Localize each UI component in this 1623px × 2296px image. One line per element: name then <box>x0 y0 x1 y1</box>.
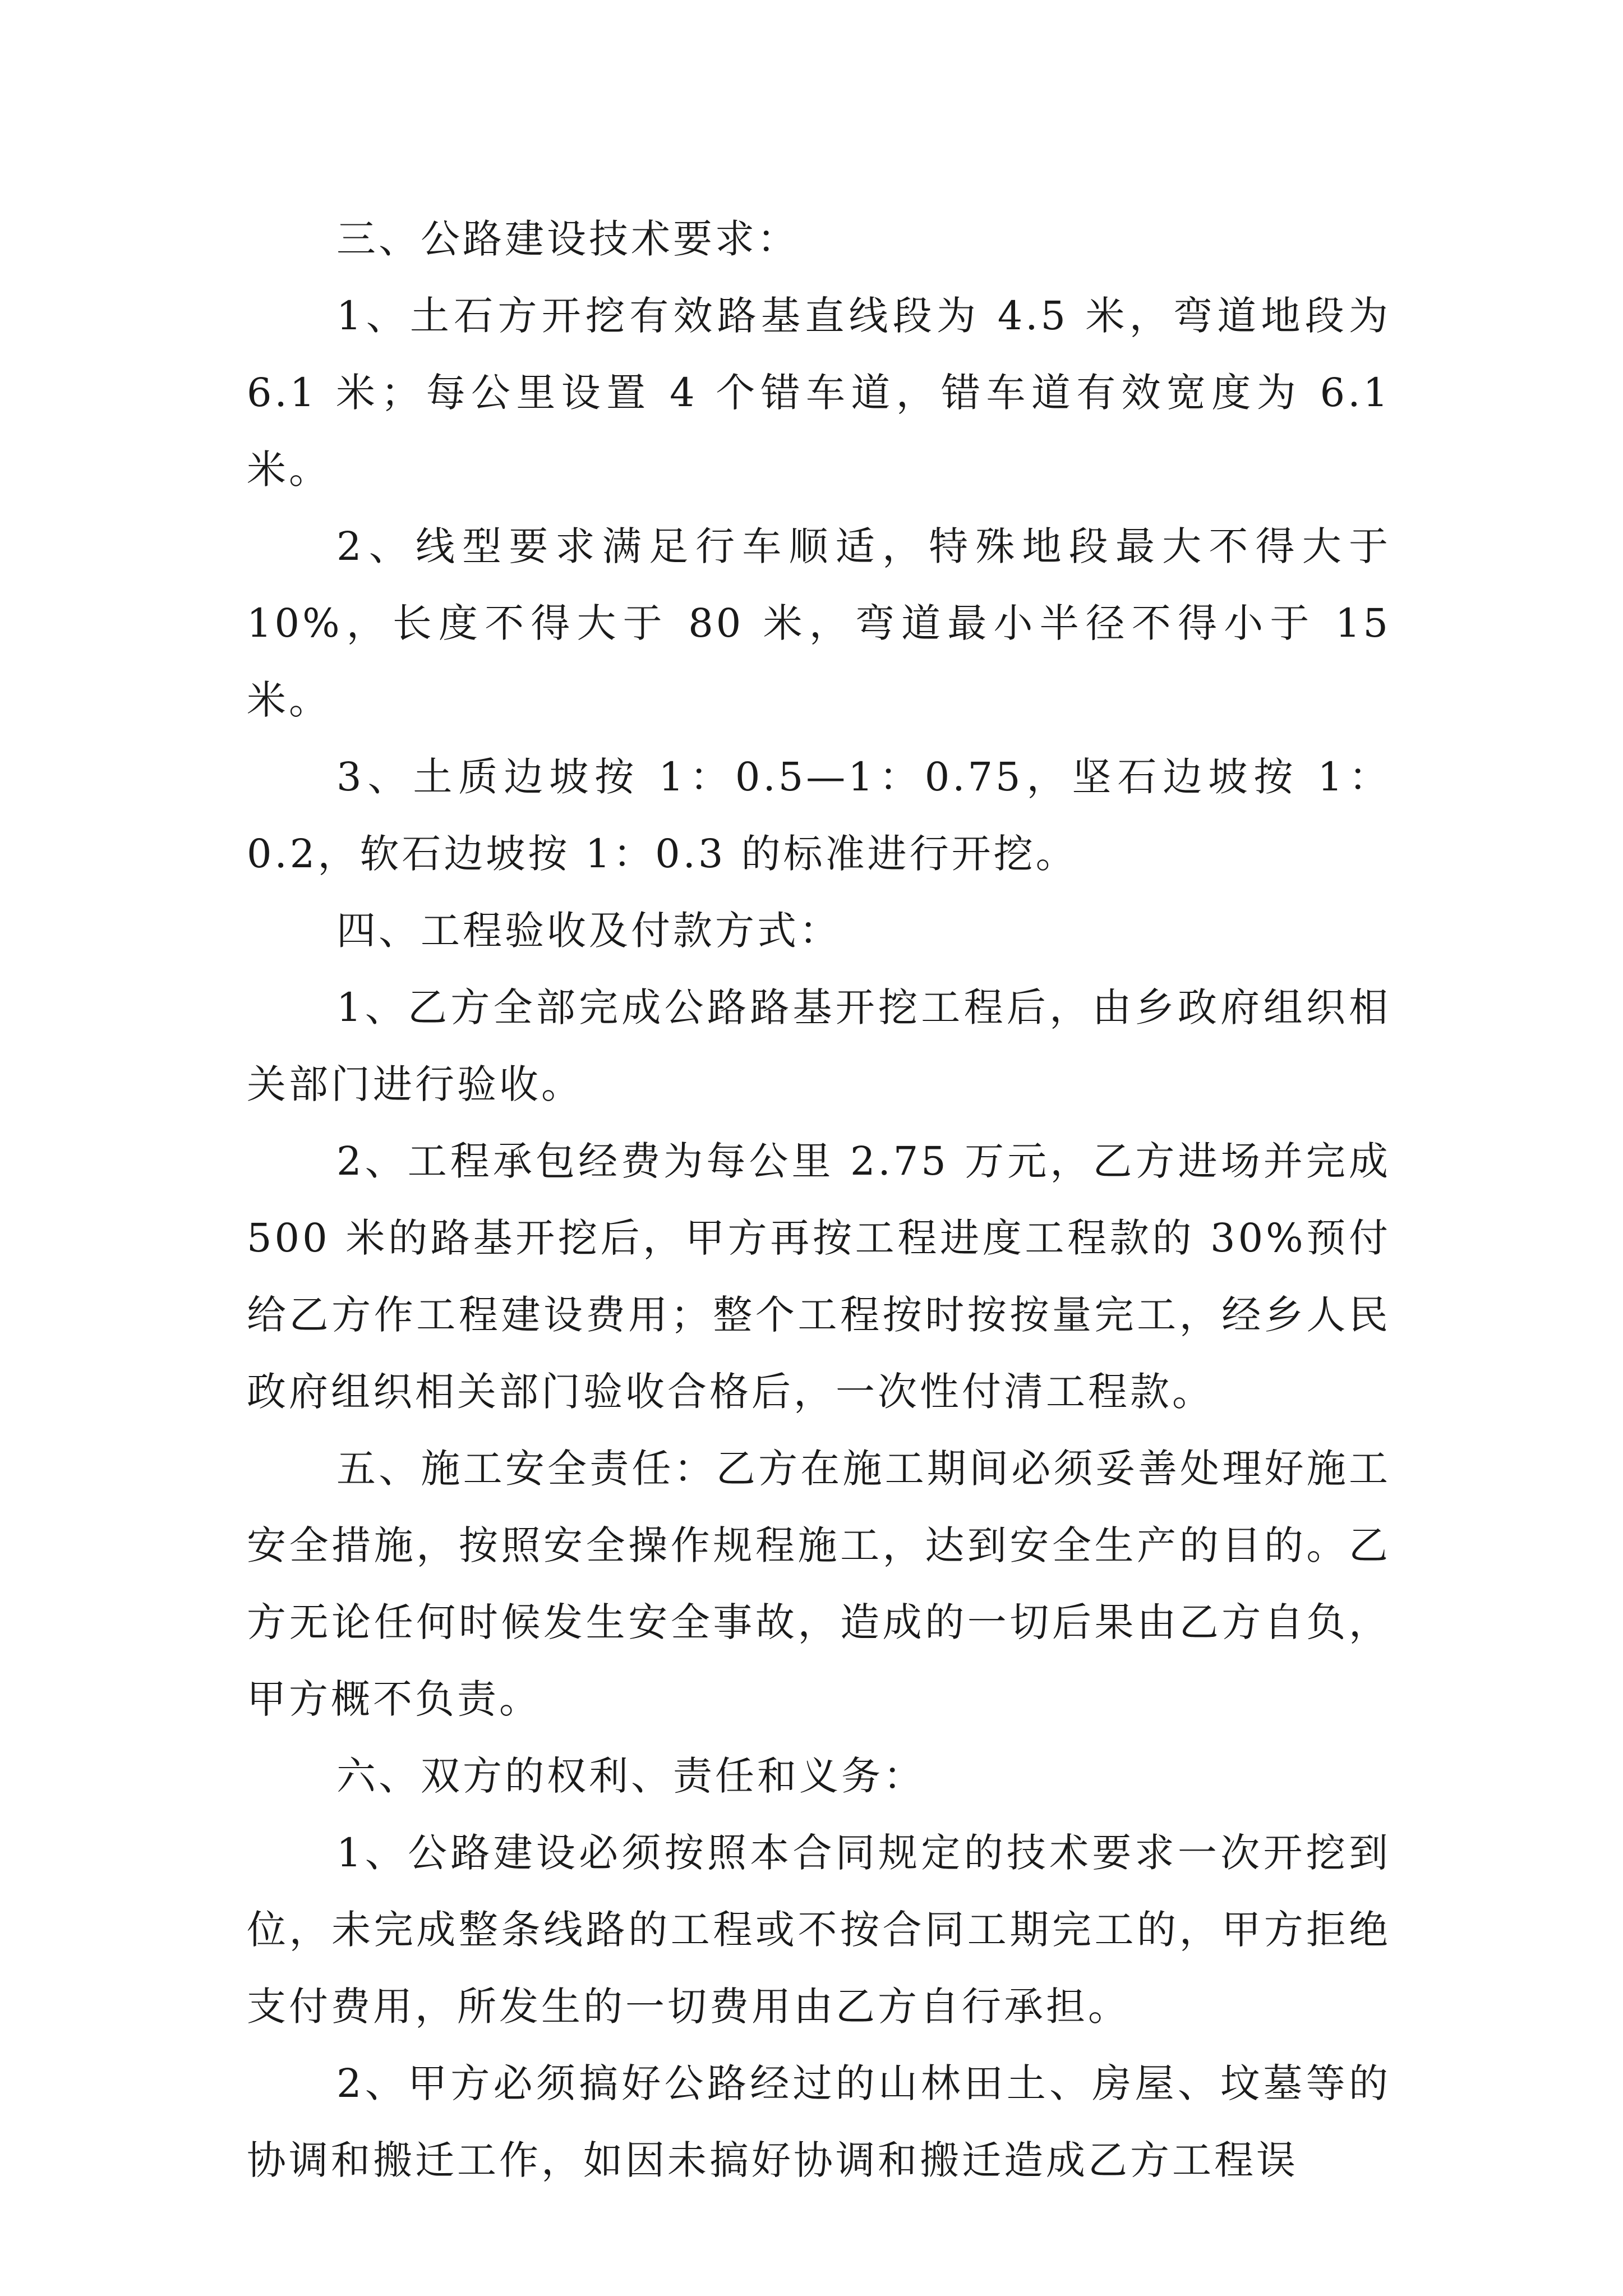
paragraph-coordination-obligation: 2、甲方必须搞好公路经过的山林田土、房屋、坟墓等的协调和搬迁工作，如因未搞好协调和搬迁造成乙方工程误 <box>247 2060 1391 2183</box>
section-heading-technical-requirements: 三、公路建设技术要求： <box>336 216 799 262</box>
paragraph-alignment-requirements: 2、线型要求满足行车顺适，特殊地段最大不得大于 10%，长度不得大于 80 米，弯道最小半径不得小于 15 米。 <box>247 523 1391 723</box>
paragraph-excavation-obligation: 1、公路建设必须按照本合同规定的技术要求一次开挖到位，未完成整条线路的工程或不按合同工期完工的，甲方拒绝支付费用，所发生的一切费用由乙方自行承担。 <box>247 1830 1391 2030</box>
section-heading-rights-obligations: 六、双方的权利、责任和义务： <box>336 1753 925 1799</box>
paragraph-payment-terms: 2、工程承包经费为每公里 2.75 万元，乙方进场并完成 500 米的路基开挖后，甲方再按工程进度工程款的 30%预付给乙方作工程建设费用；整个工程按时按按量完工，经乡人民政府组织相关部门验收合格后，一次性付清工程款。 <box>247 1138 1391 1415</box>
paragraph-safety-responsibility: 五、施工安全责任：乙方在施工期间必须妥善处理好施工安全措施，按照安全操作规程施工，达到安全生产的目的。乙方无论任何时候发生安全事故，造成的一切后果由乙方自负，甲方概不负责。 <box>247 1446 1391 1722</box>
section-heading-acceptance-payment: 四、工程验收及付款方式： <box>336 908 841 954</box>
document-body <box>247 201 1391 2199</box>
paragraph-roadbed-width: 1、土石方开挖有效路基直线段为 4.5 米，弯道地段为 6.1 米；每公里设置 4 个错车道，错车道有效宽度为 6.1 米。 <box>247 293 1391 493</box>
paragraph-slope-standards: 3、土质边坡按 1：0.5—1：0.75，坚石边坡按 1：0.2，软石边坡按 1：0.3 的标准进行开挖。 <box>247 754 1391 877</box>
paragraph-acceptance: 1、乙方全部完成公路路基开挖工程后，由乡政府组织相关部门进行验收。 <box>247 984 1391 1107</box>
